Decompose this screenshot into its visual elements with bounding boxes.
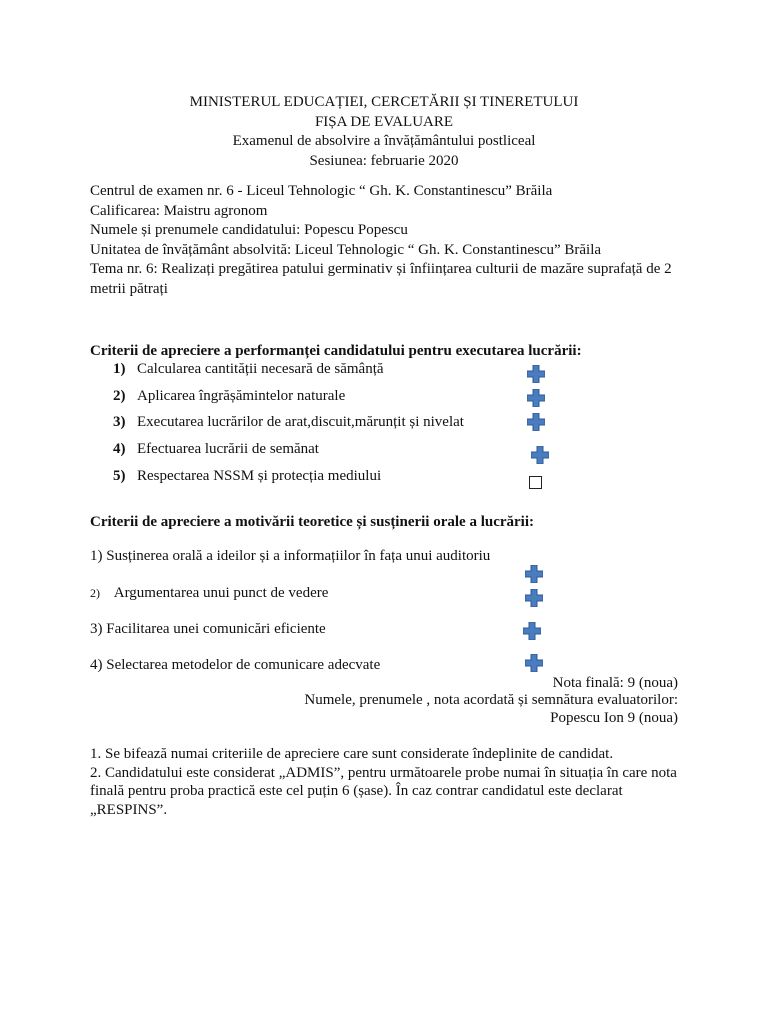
oral-criterion-text: Argumentarea unui punct de vedere: [113, 585, 329, 601]
criterion-row: [0, 361, 768, 381]
criterion-number: 3): [113, 414, 126, 430]
plus-icon[interactable]: [525, 654, 543, 672]
footnotes: [90, 745, 680, 819]
plus-icon[interactable]: [525, 565, 543, 583]
oral-criteria-heading: Criterii de apreciere a motivării teoretice și susținerii orale a lucrării:: [90, 514, 535, 530]
criterion-number: 4): [113, 441, 126, 457]
criterion-text: Efectuarea lucrării de semănat: [137, 441, 319, 457]
criterion-number: 5): [113, 468, 126, 484]
oral-criterion: 4) Selectarea metodelor de comunicare adecvate: [90, 657, 381, 673]
document-header: [0, 93, 768, 171]
evaluator-entry: Popescu Ion 9 (noua): [550, 710, 678, 726]
criterion-text: Calcularea cantității necesară de sămânță: [137, 361, 384, 377]
plus-icon[interactable]: [527, 389, 545, 407]
school: Unitatea de învățământ absolvită: Liceul Tehnologic “ Gh. K. Constantinescu” Brăila: [90, 241, 602, 258]
evaluators-label: Numele, prenumele , nota acordată și semnătura evaluatorilor:: [304, 692, 678, 708]
session-line: Sesiunea: februarie 2020: [309, 152, 459, 169]
exam-theme: Tema nr. 6: Realizați pregătirea patului germinativ și înființarea culturii de mazăre suprafață de 2 metrii pătrați: [90, 261, 672, 297]
oral-criterion: 3) Facilitarea unei comunicări eficiente: [90, 621, 326, 637]
criterion-number: 2): [113, 388, 126, 404]
criterion-text: Executarea lucrărilor de arat,discuit,mărunțit și nivelat: [137, 414, 464, 430]
oral-criterion: [90, 585, 328, 602]
ministry-title: MINISTERUL EDUCAȚIEI, CERCETĂRII ȘI TINERETULUI: [189, 94, 579, 110]
form-title: FIȘA DE EVALUARE: [314, 113, 454, 130]
exam-title: Examenul de absolvire a învățământului postliceal: [232, 133, 536, 149]
plus-icon[interactable]: [523, 622, 541, 640]
qualification: Calificarea: Maistru agronom: [90, 202, 268, 219]
oral-criterion: 1) Susținerea orală a ideilor și a informațiilor în fața unui auditoriu: [90, 548, 491, 564]
note-1: 1. Se bifează numai criteriile de apreciere care sunt considerate îndeplinite de candidat.: [90, 746, 614, 762]
performance-criteria-heading: Criterii de apreciere a performanței candidatului pentru executarea lucrării:: [90, 343, 582, 359]
criterion-text: Respectarea NSSM și protecția mediului: [137, 468, 382, 484]
candidate-info: [90, 182, 680, 299]
candidate-name: Numele și prenumele candidatului: Popescu Popescu: [90, 222, 408, 238]
exam-center: Centrul de examen nr. 6 - Liceul Tehnologic “ Gh. K. Constantinescu” Brăila: [90, 183, 553, 199]
criterion-text: Aplicarea îngrășămintelor naturale: [137, 388, 346, 404]
plus-icon[interactable]: [525, 589, 543, 607]
plus-icon[interactable]: [531, 446, 549, 464]
note-2: 2. Candidatului este considerat „ADMIS”, pentru următoarele probe numai în situația în care nota finală pentru proba practică este cel puțin 6 (șase). În caz contrar candidatul este declarat „RESPINS”.: [90, 764, 677, 818]
criterion-number: 1): [113, 361, 126, 377]
plus-icon[interactable]: [527, 365, 545, 383]
final-grade: Nota finală: 9 (noua): [552, 675, 678, 691]
criterion-row: [0, 441, 768, 461]
plus-icon[interactable]: [527, 413, 545, 431]
criterion-row: [0, 414, 768, 434]
empty-checkbox[interactable]: [529, 476, 542, 489]
criterion-row: [0, 388, 768, 408]
criterion-row: [0, 468, 768, 488]
oral-criterion-number: 2): [90, 586, 100, 600]
